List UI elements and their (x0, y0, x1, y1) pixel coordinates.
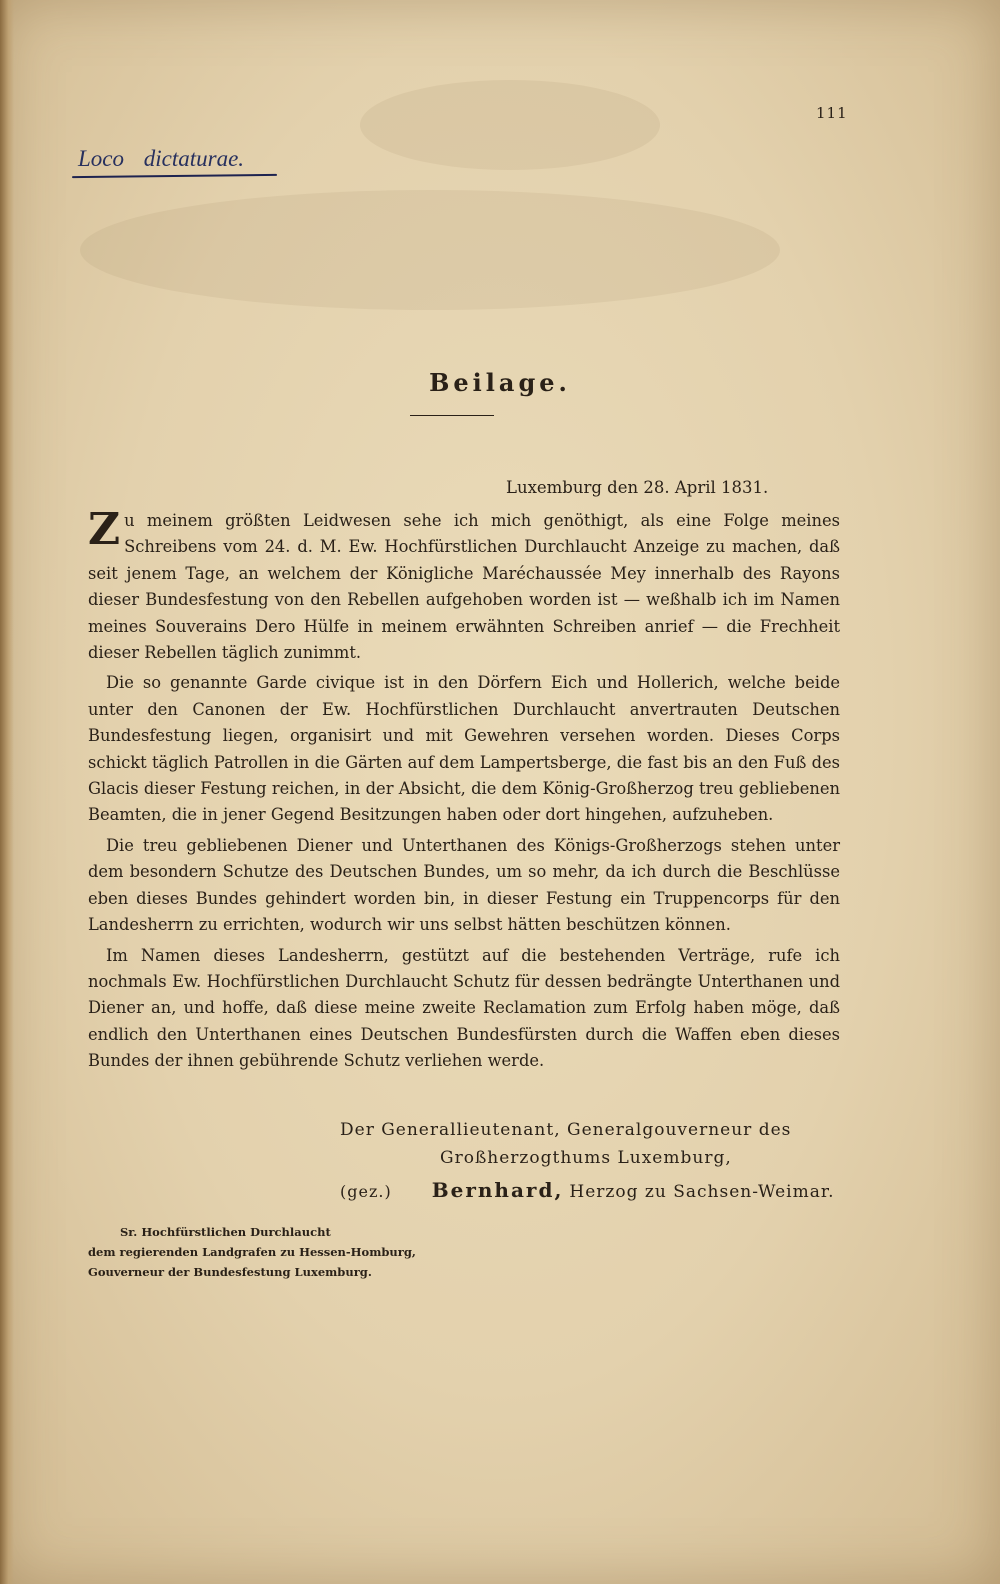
paragraph-4: Im Namen dieses Landesherrn, gestützt auf die bestehenden Verträge, rufe ich nochmals Ew. Hochfürstlichen Durchlaucht Schutz für dessen bedrängte Unterthanen und Diener an, und hoffe, daß diese meine zweite Reclamation zum Erfolg haben möge, daß endlich den Unterthanen eines Deutschen Bundesfürsten durch die Waffen eben dieses Bundes der ihnen gebührende Schutz verliehen werde. (88, 945, 840, 1071)
paragraph-1 (88, 504, 840, 666)
paragraph-1-text: u meinem größten Leidwesen sehe ich mich genöthigt, als eine Folge meines Schreibens vom 24. d. M. Ew. Hochfürstlichen Durchlaucht Anzeige zu machen, daß seit jenem Tage, an welchem der Königliche Maréchaussée Mey innerhalb des Rayons dieser Bundesfestung von den Rebellen aufgehoben worden ist — weßhalb ich im Namen meines Souverains Dero Hülfe in meinem erwähnten Schreiben anrief — die Frechheit dieser Rebellen täglich zunimmt. (88, 511, 840, 663)
signatory-name: Bernhard, (431, 1178, 564, 1202)
paper-stain (80, 190, 780, 310)
paragraph-2: Die so genannte Garde civique ist in den Dörfern Eich und Hollerich, welche beide unter den Canonen der Ew. Hochfürstlichen Durchlaucht anvertrauten Deutschen Bundesfestung liegen, organisirt und mit Gewehren versehen worden. Dieses Corps schickt täglich Patrollen in die Gärten auf dem Lampertsberge, die fast bis an den Fuß des Glacis dieser Festung reichen, in der Absicht, die dem König-Großherzog treu gebliebenen Beamten, die in jener Gegend Besitzungen haben oder dort hingehen, aufzuheben. (88, 673, 840, 825)
title-rule (410, 415, 494, 416)
document-title: Beilage. (429, 368, 571, 397)
signature-block (340, 1116, 840, 1206)
dateline: Luxemburg den 28. April 1831. (506, 478, 769, 497)
handwritten-underline (72, 174, 277, 178)
signatory-title: Herzog zu Sachsen-Weimar. (569, 1182, 835, 1202)
signature-rank: Der Generallieutenant, Generalgouverneur des (340, 1120, 792, 1140)
paragraph-3: Die treu gebliebenen Diener und Unterthanen des Königs-Großherzogs stehen unter dem besondern Schutze des Deutschen Bundes, um so mehr, da ich durch die Beschlüsse eben dieses Bundes gehindert worden bin, in dieser Festung ein Truppencorps für den Landesherrn zu errichten, wodurch wir uns selbst hätten beschützen können. (88, 835, 840, 935)
signature-abbreviation: (gez.) (340, 1182, 392, 1201)
signature-line (340, 1176, 840, 1206)
drop-initial: Z (88, 504, 121, 555)
page-number: 111 (816, 104, 848, 122)
signature-territory: Großherzogthums Luxemburg, (440, 1148, 732, 1168)
page-binding-edge (0, 0, 14, 1584)
addressee-line-2: dem regierenden Landgrafen zu Hessen-Homburg, (88, 1245, 416, 1259)
paper-stain (360, 80, 660, 170)
addressee-block (88, 1222, 416, 1282)
addressee-line-3: Gouverneur der Bundesfestung Luxemburg. (88, 1265, 372, 1279)
letter-body (88, 504, 840, 1079)
handwritten-margin-note: Loco dictaturae. (78, 146, 245, 171)
addressee-line-1: Sr. Hochfürstlichen Durchlaucht (120, 1225, 331, 1239)
